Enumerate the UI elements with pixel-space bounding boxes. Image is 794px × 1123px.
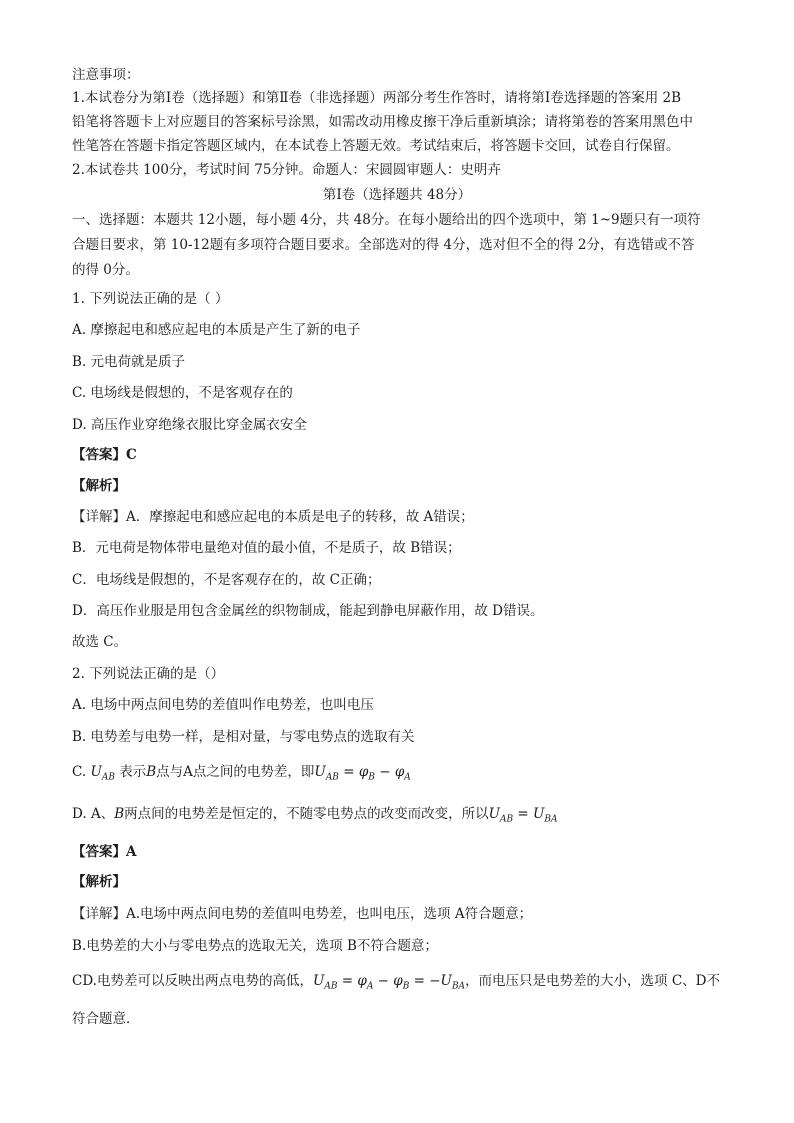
notice-heading: 注意事项： (72, 67, 140, 83)
q1-detail-line: C．电场线是假想的，不是客观存在的，故 C正确； (72, 572, 381, 588)
instructions-line: 的得 0分。 (72, 262, 139, 278)
q2-option-a: A. 电场中两点间电势的差值叫作电势差，也叫电压 (72, 697, 374, 713)
notice-line: 1.本试卷分为第Ⅰ卷（选择题）和第Ⅱ卷（非选择题）两部分考生作答时，请将第Ⅰ卷选择题的答案用 2B (72, 90, 682, 106)
math-expression: $U_{AB}$ (90, 764, 115, 783)
notice-line: 铅笔将答题卡上对应题目的答案标号涂黑，如需改动用橡皮擦干净后重新填涂；请将第卷的答案用黑色中 (72, 114, 693, 130)
q2-detail-line: CD.电势差可以反映出两点电势的高低，$U_{AB} = \varphi_A - \varphi_B = -U_{BA}$，而电压只是电势差的大小，选项 C、D不 (72, 973, 721, 992)
q2-analysis-heading: 【解析】 (72, 874, 126, 890)
q1-option-d: D. 高压作业穿绝缘衣服比穿金属衣安全 (72, 417, 307, 433)
q1-detail-line: D．高压作业服是用包含金属丝的织物制成，能起到静电屏蔽作用，故 D错误。 (72, 603, 544, 619)
q2-detail-line: 【详解】A.电场中两点间电势的差值叫电势差，也叫电压，选项 A符合题意； (72, 906, 533, 922)
q2-option-b: B. 电势差与电势一样，是相对量，与零电势点的选取有关 (72, 729, 415, 745)
q1-detail-line: 【详解】A．摩擦起电和感应起电的本质是电子的转移，故 A错误； (72, 509, 474, 525)
instructions-line: 一、选择题：本题共 12小题，每小题 4分，共 48分。在每小题给出的四个选项中，第 1~9题只有一项符 (72, 212, 701, 228)
q1-option-c: C. 电场线是假想的，不是客观存在的 (72, 385, 293, 401)
math-expression: $U_{AB} = \varphi_B - \varphi_A$ (314, 764, 411, 783)
q2-option-d: D. A、B两点间的电势差是恒定的，不随零电势点的改变而改变，所以$U_{AB} = U_{BA}$ (72, 806, 558, 825)
q1-answer: 【答案】C (72, 447, 137, 463)
notice-line: 2.本试卷共 100分，考试时间 75分钟。命题人：宋圆圆审题人：史明卉 (72, 162, 501, 178)
q1-conclusion: 故选 C。 (72, 634, 128, 650)
q2-answer: 【答案】A (72, 844, 137, 860)
math-expression: $U_{AB} = \varphi_A - \varphi_B = -U_{BA}$ (312, 973, 466, 992)
q1-analysis-heading: 【解析】 (72, 478, 126, 494)
q2-detail-line: B.电势差的大小与零电势点的选取无关，选项 B不符合题意； (72, 938, 438, 954)
question-1-stem: 1. 下列说法正确的是（ ） (72, 291, 229, 307)
notice-line: 性笔答在答题卡指定答题区域内，在本试卷上答题无效。考试结束后，将答题卡交回，试卷自行保留。 (72, 138, 680, 154)
q2-option-c-prefix: C. (72, 764, 91, 780)
q2-option-c: C. $U_{AB}$ 表示B点与A点之间的电势差，即$U_{AB} = \varphi_B - \varphi_A$ (72, 764, 411, 783)
section-title: 第Ⅰ卷（选择题共 48分） (322, 187, 472, 203)
q1-detail-line: B．元电荷是物体带电量绝对值的最小值，不是质子，故 B错误； (72, 540, 461, 556)
instructions-line: 合题目要求，第 10-12题有多项符合题目要求。全部选对的得 4分，选对但不全的得 2分，有选错或不答 (72, 237, 695, 253)
q1-option-b: B. 元电荷就是质子 (72, 354, 186, 370)
q2-detail-line: 符合题意． (72, 1011, 140, 1027)
question-2-stem: 2. 下列说法正确的是（） (72, 666, 225, 682)
math-expression: $U_{AB} = U_{BA}$ (488, 806, 558, 825)
q1-option-a: A. 摩擦起电和感应起电的本质是产生了新的电子 (72, 322, 361, 338)
